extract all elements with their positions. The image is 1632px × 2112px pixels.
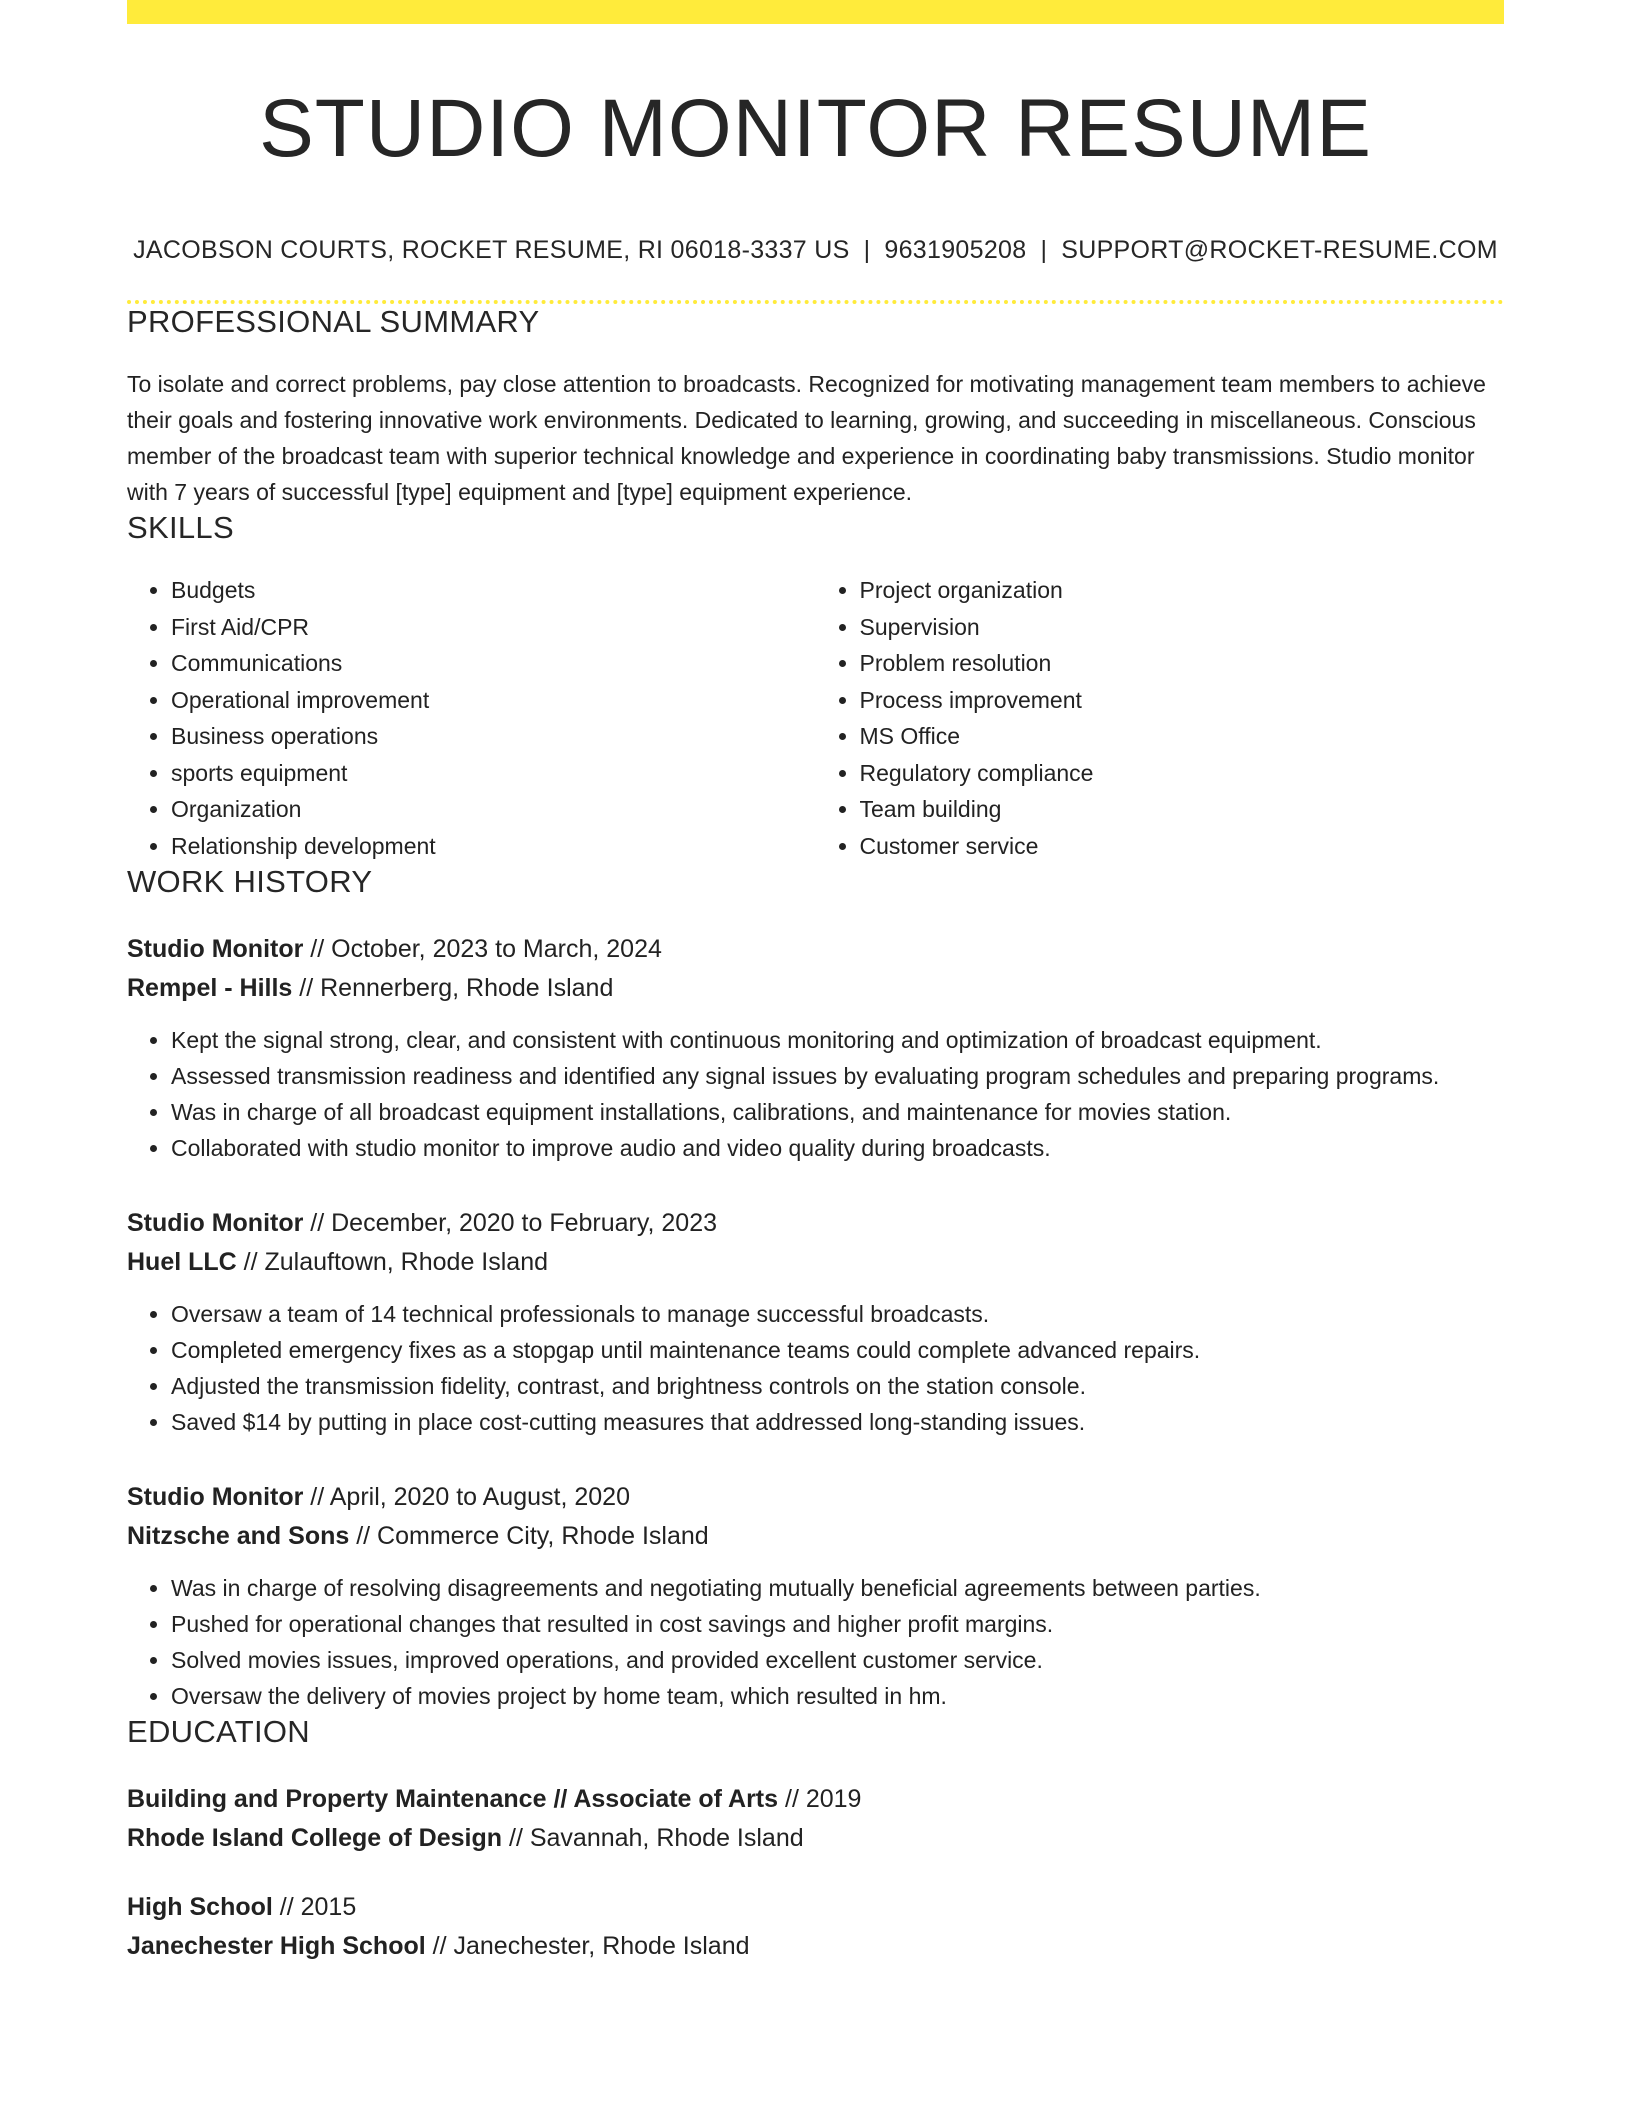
skill-item: • Supervision — [860, 609, 1505, 646]
summary-heading: PROFESSIONAL SUMMARY — [127, 304, 540, 340]
job-entry — [127, 1204, 1504, 1440]
education-entry — [127, 1780, 1504, 1858]
skill-item: • Customer service — [860, 828, 1505, 865]
job-bullet: • Oversaw the delivery of movies project by home team, which resulted in hm. — [171, 1678, 1504, 1714]
job-bullets — [127, 1570, 1504, 1714]
job-bullet: • Solved movies issues, improved operations, and provided excellent customer service. — [171, 1642, 1504, 1678]
job-company-line — [127, 1517, 1504, 1556]
job-dates: // December, 2020 to February, 2023 — [303, 1209, 718, 1238]
job-dates: // October, 2023 to March, 2024 — [303, 935, 662, 964]
job-bullet: • Oversaw a team of 14 technical professionals to manage successful broadcasts. — [171, 1296, 1504, 1332]
resume-title: STUDIO MONITOR RESUME — [259, 83, 1372, 174]
education-school-line — [127, 1819, 1504, 1858]
job-company: Rempel - Hills — [127, 974, 293, 1003]
job-bullets — [127, 1022, 1504, 1166]
job-bullet: • Assessed transmission readiness and identified any signal issues by evaluating program schedules and preparing programs. — [171, 1058, 1504, 1094]
contact-separator: | — [863, 236, 871, 265]
job-bullets — [127, 1296, 1504, 1440]
education-heading: EDUCATION — [127, 1714, 310, 1750]
work-history-heading: WORK HISTORY — [127, 864, 373, 900]
top-accent-bar — [127, 0, 1504, 24]
contact-line — [127, 236, 1504, 265]
education-school-line — [127, 1927, 1504, 1966]
job-dates: // April, 2020 to August, 2020 — [303, 1483, 630, 1512]
job-company: Nitzsche and Sons — [127, 1522, 350, 1551]
summary-text: To isolate and correct problems, pay close attention to broadcasts. Recognized for motivating management team members to achieve their goals and fostering innovative work environments. Dedicated to learning, growing, and succeeding in miscellaneous. Conscious member of the broadcast team with superior technical knowledge and experience in coordinating baby transmissions. Studio monitor with 7 years of successful [type] equipment and [type] equipment experience. — [127, 371, 1486, 506]
skill-item: • Regulatory compliance — [860, 755, 1505, 792]
job-role-line — [127, 1478, 1504, 1517]
job-bullet: • Pushed for operational changes that resulted in cost savings and higher profit margins. — [171, 1606, 1504, 1642]
job-bullet: • Saved $14 by putting in place cost-cutting measures that addressed long-standing issues. — [171, 1404, 1504, 1440]
education-degree-line — [127, 1780, 1504, 1819]
skill-item: • Business operations — [171, 718, 816, 755]
education-year: // 2015 — [272, 1893, 357, 1922]
job-role-line — [127, 1204, 1504, 1243]
education-entry — [127, 1888, 1504, 1966]
job-role: Studio Monitor — [127, 935, 304, 964]
resume-page — [127, 0, 1504, 1966]
education-school: Rhode Island College of Design — [127, 1824, 503, 1853]
skill-item: • Relationship development — [171, 828, 816, 865]
skill-item: • First Aid/CPR — [171, 609, 816, 646]
contact-address: JACOBSON COURTS, ROCKET RESUME, RI 06018-3337 US — [133, 236, 850, 265]
job-bullet: • Kept the signal strong, clear, and consistent with continuous monitoring and optimization of broadcast equipment. — [171, 1022, 1504, 1058]
contact-separator: | — [1040, 236, 1048, 265]
job-entry — [127, 1478, 1504, 1714]
skills-column-left — [127, 572, 816, 864]
education-location: // Janechester, Rhode Island — [425, 1932, 750, 1961]
education-degree: Building and Property Maintenance // Associate of Arts — [127, 1785, 779, 1814]
job-role: Studio Monitor — [127, 1483, 304, 1512]
job-company: Huel LLC — [127, 1248, 237, 1277]
contact-email: SUPPORT@ROCKET-RESUME.COM — [1061, 236, 1498, 265]
job-bullet: • Was in charge of all broadcast equipment installations, calibrations, and maintenance for movies station. — [171, 1094, 1504, 1130]
job-bullet: • Collaborated with studio monitor to improve audio and video quality during broadcasts. — [171, 1130, 1504, 1166]
skill-item: • MS Office — [860, 718, 1505, 755]
education-year: // 2019 — [778, 1785, 862, 1814]
education-location: // Savannah, Rhode Island — [502, 1824, 804, 1853]
job-bullet: • Adjusted the transmission fidelity, contrast, and brightness controls on the station console. — [171, 1368, 1504, 1404]
skills-column-right — [816, 572, 1505, 864]
job-company-line — [127, 1243, 1504, 1282]
job-role-line — [127, 930, 1504, 969]
skill-item: • Project organization — [860, 572, 1505, 609]
skill-item: • Problem resolution — [860, 645, 1505, 682]
job-company-line — [127, 969, 1504, 1008]
skill-item: • Budgets — [171, 572, 816, 609]
job-role: Studio Monitor — [127, 1209, 304, 1238]
education-school: Janechester High School — [127, 1932, 426, 1961]
job-location: // Rennerberg, Rhode Island — [292, 974, 614, 1003]
job-location: // Commerce City, Rhode Island — [349, 1522, 709, 1551]
skills-list — [127, 572, 1504, 864]
skill-item: • Communications — [171, 645, 816, 682]
education-degree-line — [127, 1888, 1504, 1927]
skill-item: • Organization — [171, 791, 816, 828]
skill-item: • Process improvement — [860, 682, 1505, 719]
education-degree: High School — [127, 1893, 273, 1922]
job-entry — [127, 930, 1504, 1166]
job-bullet: • Completed emergency fixes as a stopgap until maintenance teams could complete advanced repairs. — [171, 1332, 1504, 1368]
skills-heading: SKILLS — [127, 510, 234, 546]
skill-item: • Team building — [860, 791, 1505, 828]
job-location: // Zulauftown, Rhode Island — [236, 1248, 549, 1277]
skill-item: • sports equipment — [171, 755, 816, 792]
skill-item: • Operational improvement — [171, 682, 816, 719]
contact-phone: 9631905208 — [884, 236, 1027, 265]
job-bullet: • Was in charge of resolving disagreements and negotiating mutually beneficial agreements between parties. — [171, 1570, 1504, 1606]
